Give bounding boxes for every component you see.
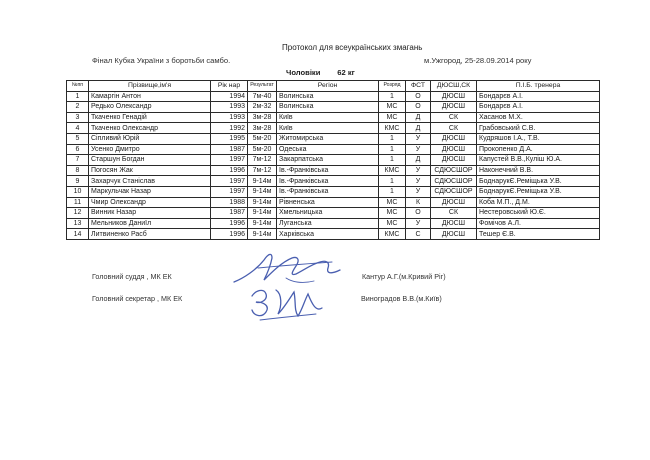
cell-name: Ткаченко Олександр [89, 123, 211, 134]
cell-result: 7м-12 [248, 165, 277, 176]
header-number: №пп [67, 81, 89, 92]
cell-number: 10 [67, 186, 89, 197]
header-region: Регіон [277, 81, 379, 92]
cell-birth-year: 1987 [211, 144, 248, 155]
cell-fst: Д [406, 112, 431, 123]
header-fst: ФСТ [406, 81, 431, 92]
table-row [67, 186, 600, 197]
cell-result: 2м-32 [248, 102, 277, 113]
cell-fst: У [406, 218, 431, 229]
cell-birth-year: 1997 [211, 176, 248, 187]
cell-birth-year: 1994 [211, 91, 248, 102]
cell-fst: У [406, 144, 431, 155]
table-row [67, 197, 600, 208]
cell-region: Хмельницька [277, 208, 379, 219]
cell-rank: МС [379, 102, 406, 113]
table-row [67, 208, 600, 219]
cell-rank: 1 [379, 91, 406, 102]
cell-name: Редько Олександр [89, 102, 211, 113]
cell-coach: БоднарукЄ.Реміщька У.В. [477, 186, 600, 197]
cell-number: 7 [67, 155, 89, 166]
cell-number: 4 [67, 123, 89, 134]
cell-rank: 1 [379, 133, 406, 144]
cell-result: 7м-40 [248, 91, 277, 102]
cell-name: Погосян Жак [89, 165, 211, 176]
cell-rank: 1 [379, 176, 406, 187]
cell-rank: 1 [379, 155, 406, 166]
cell-fst: Д [406, 155, 431, 166]
table-row [67, 91, 600, 102]
cell-fst: О [406, 91, 431, 102]
cell-region: Луганська [277, 218, 379, 229]
cell-fst: Д [406, 123, 431, 134]
cell-birth-year: 1996 [211, 218, 248, 229]
cell-region: Закарпатська [277, 155, 379, 166]
cell-region: Київ [277, 123, 379, 134]
cell-fst: С [406, 229, 431, 240]
results-table [66, 80, 600, 240]
cell-school: ДЮСШ [431, 218, 477, 229]
cell-fst: У [406, 133, 431, 144]
cell-number: 3 [67, 112, 89, 123]
cell-coach: Нестеровський Ю.Є. [477, 208, 600, 219]
cell-region: Рівненська [277, 197, 379, 208]
cell-name: Камаргін Антон [89, 91, 211, 102]
cell-rank: КМС [379, 123, 406, 134]
cell-region: Одеська [277, 144, 379, 155]
cell-name: Маркульчак Назар [89, 186, 211, 197]
table-row [67, 176, 600, 187]
header-birth-year: Рік нар [211, 81, 248, 92]
table-row [67, 229, 600, 240]
cell-number: 5 [67, 133, 89, 144]
cell-result: 9-14м [248, 176, 277, 187]
cell-birth-year: 1987 [211, 208, 248, 219]
place-date: м.Ужгород, 25-28.09.2014 року [424, 56, 532, 65]
cell-rank: 1 [379, 186, 406, 197]
cell-fst: У [406, 165, 431, 176]
cell-region: Волинська [277, 91, 379, 102]
cell-rank: 1 [379, 144, 406, 155]
cell-fst: О [406, 102, 431, 113]
cell-coach: Тешер Є.В. [477, 229, 600, 240]
chief-judge-name: Кантур А.Г.(м.Кривий Ріг) [362, 272, 446, 281]
cell-result: 7м-12 [248, 155, 277, 166]
header-rank: Розряд [379, 81, 406, 92]
header-coach: П.І.Б. тренера [477, 81, 600, 92]
cell-name: Винник Назар [89, 208, 211, 219]
cell-school: СДЮСШОР [431, 165, 477, 176]
cell-coach: Коба М.П., Д.М. [477, 197, 600, 208]
cell-school: СК [431, 208, 477, 219]
chief-judge-label: Головний суддя , МК ЕК [92, 272, 172, 281]
cell-school: ДЮСШ [431, 102, 477, 113]
header-name: Прізвище,ім'я [89, 81, 211, 92]
cell-rank: МС [379, 112, 406, 123]
cell-birth-year: 1993 [211, 112, 248, 123]
cell-name: Старшун Богдан [89, 155, 211, 166]
cell-result: 5м-20 [248, 144, 277, 155]
cell-number: 9 [67, 176, 89, 187]
cell-name: Усенко Дмитро [89, 144, 211, 155]
cell-region: Ів.-Франківська [277, 186, 379, 197]
cell-name: Сіпливий Юрій [89, 133, 211, 144]
cell-name: Мельников Даниїл [89, 218, 211, 229]
cell-birth-year: 1996 [211, 229, 248, 240]
protocol-title: Протокол для всеукраїнських змагань [282, 43, 423, 52]
table-header-row [67, 81, 600, 92]
cell-number: 8 [67, 165, 89, 176]
cell-birth-year: 1997 [211, 186, 248, 197]
cell-coach: Бондарєв А.І. [477, 91, 600, 102]
cell-birth-year: 1995 [211, 133, 248, 144]
cell-region: Київ [277, 112, 379, 123]
cell-region: Житомирська [277, 133, 379, 144]
cell-region: Ів.-Франківська [277, 165, 379, 176]
cell-name: Ткаченко Генадій [89, 112, 211, 123]
weight-category: Чоловіки 62 кг [286, 68, 355, 77]
cell-name: Захарчук Станіслав [89, 176, 211, 187]
table-row [67, 102, 600, 113]
chief-secretary-name: Виноградов В.В.(м.Київ) [361, 294, 442, 303]
table-row [67, 123, 600, 134]
cell-coach: Хасанов М.Х. [477, 112, 600, 123]
cell-result: 3м-28 [248, 112, 277, 123]
table-row [67, 112, 600, 123]
cell-coach: Наконечний В.В. [477, 165, 600, 176]
cell-birth-year: 1988 [211, 197, 248, 208]
cell-result: 5м-20 [248, 133, 277, 144]
cell-school: СДЮСШОР [431, 186, 477, 197]
cell-number: 2 [67, 102, 89, 113]
cell-result: 9-14м [248, 208, 277, 219]
cell-school: СДЮСШОР [431, 176, 477, 187]
table-row [67, 144, 600, 155]
cell-number: 11 [67, 197, 89, 208]
cell-school: СК [431, 112, 477, 123]
cell-fst: К [406, 197, 431, 208]
cell-result: 9-14м [248, 197, 277, 208]
cell-rank: КМС [379, 165, 406, 176]
cell-name: Литвиненко Расб [89, 229, 211, 240]
cell-result: 9-14м [248, 186, 277, 197]
cell-school: ДЮСШ [431, 144, 477, 155]
header-school: ДЮСШ,СК [431, 81, 477, 92]
cell-coach: Фомічов А.Л. [477, 218, 600, 229]
cell-region: Харківська [277, 229, 379, 240]
cell-region: Ів.-Франківська [277, 176, 379, 187]
cell-number: 13 [67, 218, 89, 229]
cell-result: 3м-28 [248, 123, 277, 134]
cell-coach: Капустей В.В.,Куліш Ю.А. [477, 155, 600, 166]
cell-number: 1 [67, 91, 89, 102]
cell-fst: У [406, 176, 431, 187]
cell-name: Чмир Олександр [89, 197, 211, 208]
cell-coach: Бондарєв А.І. [477, 102, 600, 113]
cell-result: 9-14м [248, 229, 277, 240]
cell-number: 14 [67, 229, 89, 240]
cell-school: ДЮСШ [431, 229, 477, 240]
cell-school: ДЮСШ [431, 91, 477, 102]
cell-fst: О [406, 208, 431, 219]
cell-coach: БоднарукЄ.Реміщька У.В. [477, 176, 600, 187]
table-row [67, 133, 600, 144]
cell-birth-year: 1997 [211, 155, 248, 166]
cell-rank: КМС [379, 229, 406, 240]
cell-number: 12 [67, 208, 89, 219]
table-row [67, 218, 600, 229]
cell-region: Волинська [277, 102, 379, 113]
cell-birth-year: 1992 [211, 123, 248, 134]
cell-rank: МС [379, 208, 406, 219]
cell-result: 9-14м [248, 218, 277, 229]
cell-fst: У [406, 186, 431, 197]
cell-number: 6 [67, 144, 89, 155]
header-result: Результат [248, 81, 277, 92]
cell-coach: Кудряшов І.А., Т.В. [477, 133, 600, 144]
cell-birth-year: 1993 [211, 102, 248, 113]
table-row [67, 165, 600, 176]
event-name: Фінал Кубка України з боротьби самбо. [92, 56, 231, 65]
chief-secretary-signature [246, 280, 338, 324]
cell-rank: МС [379, 197, 406, 208]
cell-school: ДЮСШ [431, 133, 477, 144]
cell-coach: Грабовський С.В. [477, 123, 600, 134]
cell-birth-year: 1996 [211, 165, 248, 176]
cell-rank: МС [379, 218, 406, 229]
table-row [67, 155, 600, 166]
cell-school: ДЮСШ [431, 197, 477, 208]
cell-school: ДЮСШ [431, 155, 477, 166]
chief-secretary-label: Головний секретар , МК ЕК [92, 294, 183, 303]
cell-school: СК [431, 123, 477, 134]
cell-coach: Прокопенко Д.А. [477, 144, 600, 155]
